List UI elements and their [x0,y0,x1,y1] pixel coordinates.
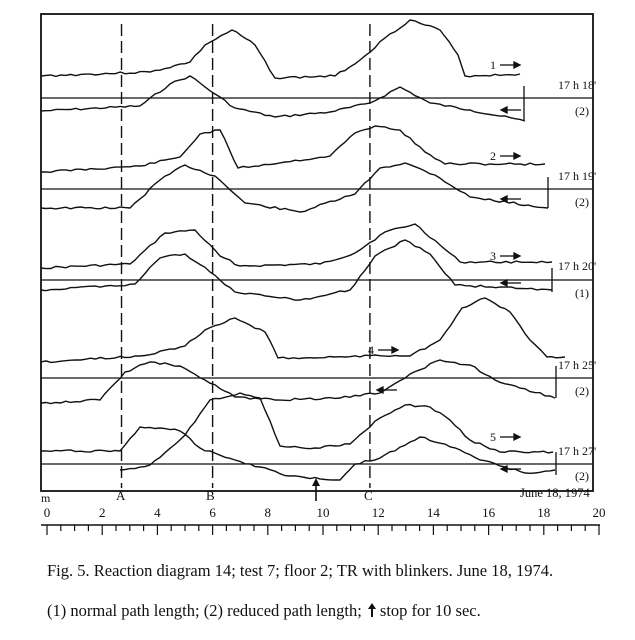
trial-time: 17 h 20' [558,259,597,273]
tick-label: 18 [537,505,551,520]
trace-3-lower [41,240,552,300]
tick-label: 6 [209,505,216,520]
trial-cond: (1) [575,286,589,300]
trial-cond: (2) [575,384,589,398]
stop-arrow-icon [368,603,376,617]
trace-4-upper [41,298,565,362]
trial-labels [368,58,596,483]
marker-label-b: B [206,488,215,503]
tick-label: 14 [426,505,440,520]
marker-lines [122,24,370,488]
figure-caption-line-2 [47,601,622,621]
trial-5 [490,430,596,483]
tick-label: 2 [98,505,106,520]
plot-frame [41,14,593,491]
trial-num: 2 [490,149,496,163]
arrow-left-4-head [377,387,383,393]
trace-2-lower [41,163,548,212]
marker-label-c: C [364,488,373,503]
trace-curves [41,20,565,480]
stop-arrow-icon [312,478,320,501]
trial-4 [368,343,596,398]
trace-2-upper [41,126,545,172]
trial-cond: (2) [575,104,589,118]
caption-stop: stop for 10 sec. [379,601,481,620]
trial-cond: (2) [575,469,589,483]
axis-unit: m [41,491,51,505]
trial-time: 17 h 27' [558,444,597,458]
arrow-right-1-head [514,62,520,68]
trial-time: 17 h 25' [558,358,597,372]
trial-num: 1 [490,58,496,72]
x-axis-tick-labels [44,505,606,520]
arrow-right-5-head [514,434,520,440]
tick-label: 12 [371,505,385,520]
tick-label: 4 [154,505,161,520]
tick-label: 0 [43,505,51,520]
caption-legend: (1) normal path length; (2) reduced path length; [47,601,362,620]
figure-caption-line-1: Fig. 5. Reaction diagram 14; test 7; floor 2; TR with blinkers. June 18, 1974. [47,561,554,580]
trial-num: 3 [490,249,496,263]
direction-arrows [377,62,521,472]
marker-label-a: A [116,488,126,503]
tick-label: 8 [264,505,272,520]
trace-1-upper [41,20,520,79]
tick-label: 20 [592,505,606,520]
arrow-right-3-head [514,253,520,259]
trace-5-lower [41,427,555,480]
trace-4-lower [41,360,555,404]
trial-num: 4 [368,343,374,357]
trial-time: 17 h 19' [558,169,597,183]
arrow-left-1-head [501,107,507,113]
date-label: June 18, 1974 [520,486,590,500]
trace-5-upper [120,393,553,470]
trace-3-upper [41,224,552,269]
tick-label: 16 [482,505,496,520]
reference-lines [41,86,593,475]
tick-label: 10 [316,505,330,520]
arrow-right-4-head [392,347,398,353]
trial-cond: (2) [575,195,589,209]
arrow-right-2-head [514,153,520,159]
x-axis-ticks [47,525,599,535]
trial-num: 5 [490,430,496,444]
arrow-left-3-head [501,280,507,286]
trial-time: 17 h 18' [558,78,597,92]
